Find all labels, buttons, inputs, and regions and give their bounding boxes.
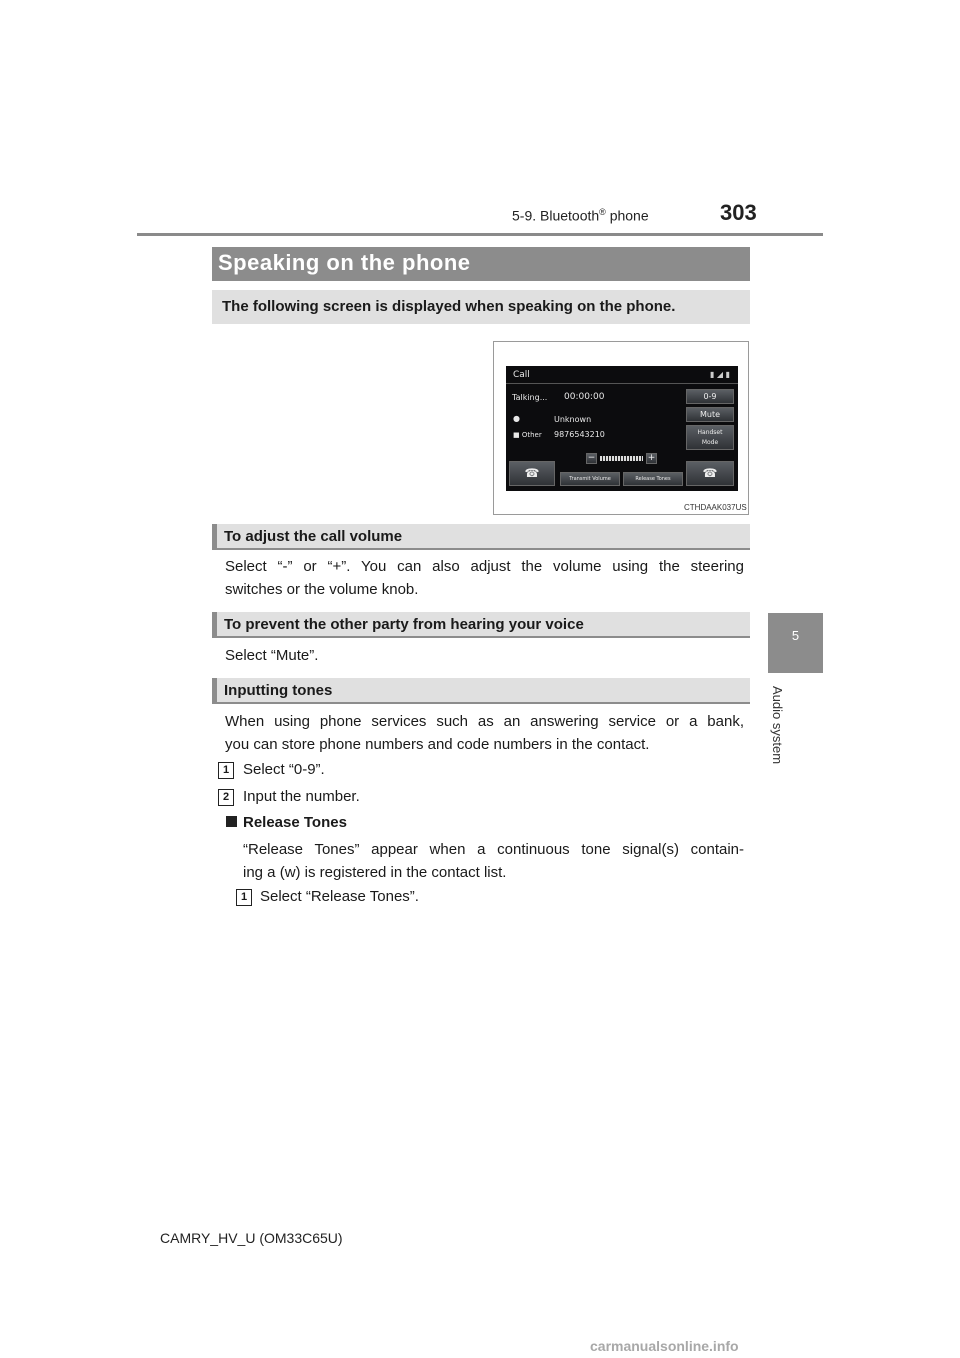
mute-text: Select “Mute”.: [225, 647, 319, 664]
bullet-square-icon: [226, 816, 237, 827]
section-heading-mark: [212, 524, 217, 550]
screen-title: Call: [513, 370, 530, 380]
call-volume-heading: To adjust the call volume: [224, 528, 403, 545]
step-number: 1: [218, 762, 234, 779]
section-heading-mark: [212, 612, 217, 638]
volume-plus-button: +: [647, 453, 656, 463]
page-number: 303: [720, 200, 757, 225]
tones-text-1: When using phone services such as an answering service or a bank,: [225, 713, 744, 730]
section-header: 5-9. Bluetooth® phone: [512, 207, 649, 224]
section-heading-mark: [212, 678, 217, 704]
chapter-label: Audio system: [770, 686, 785, 765]
call-volume-text-1: Select “-” or “+”. You can also adjust the volume using the steering: [225, 558, 744, 575]
call-timer: 00:00:00: [564, 392, 605, 402]
step-text: Select “0-9”.: [243, 761, 325, 778]
mute-button: Mute: [686, 407, 734, 422]
release-tones-heading: Release Tones: [243, 814, 347, 831]
step-text: Select “Release Tones”.: [260, 888, 419, 905]
screen-divider: [506, 383, 738, 384]
document-code: CAMRY_HV_U (OM33C65U): [160, 1230, 343, 1246]
other-label: ■ Other: [513, 431, 542, 439]
person-icon: ●: [513, 414, 520, 423]
release-tones-text-1: “Release Tones” appear when a continuous tone signal(s) contain-: [243, 841, 744, 858]
tones-text-2: you can store phone numbers and code numbers in the contact.: [225, 736, 650, 753]
step-text: Input the number.: [243, 788, 360, 805]
volume-minus-button: −: [587, 453, 596, 463]
watermark: carmanualsonline.info: [590, 1338, 739, 1354]
call-screen-image: [506, 366, 738, 491]
contact-name: Unknown: [554, 415, 592, 424]
release-tones-button: Release Tones: [623, 472, 683, 486]
figure-caption: CTHDAAK037US: [684, 503, 747, 512]
call-volume-text-2: switches or the volume knob.: [225, 581, 419, 598]
intro-text: The following screen is displayed when speaking on the phone.: [222, 298, 676, 315]
end-call-icon: ☎: [686, 461, 734, 486]
keypad-button: 0-9: [686, 389, 734, 404]
transmit-volume-button: Transmit Volume: [560, 472, 620, 486]
volume-bar: [600, 456, 643, 461]
step-number: 2: [218, 789, 234, 806]
phone-number: 9876543210: [554, 430, 605, 439]
chapter-tab: [768, 613, 823, 673]
release-tones-text-2: ing a (w) is registered in the contact list.: [243, 864, 507, 881]
handset-mode-button: Handset Mode: [686, 425, 734, 450]
mute-heading: To prevent the other party from hearing your voice: [224, 616, 584, 633]
header-rule: [137, 233, 823, 236]
call-icon: ☎: [509, 461, 555, 486]
talking-label: Talking...: [512, 393, 548, 402]
page-title: Speaking on the phone: [218, 250, 471, 275]
tones-heading: Inputting tones: [224, 682, 333, 699]
signal-status-icon: ▮ ◢ ▮: [709, 370, 730, 379]
chapter-number: 5: [791, 628, 800, 643]
step-number: 1: [236, 889, 252, 906]
